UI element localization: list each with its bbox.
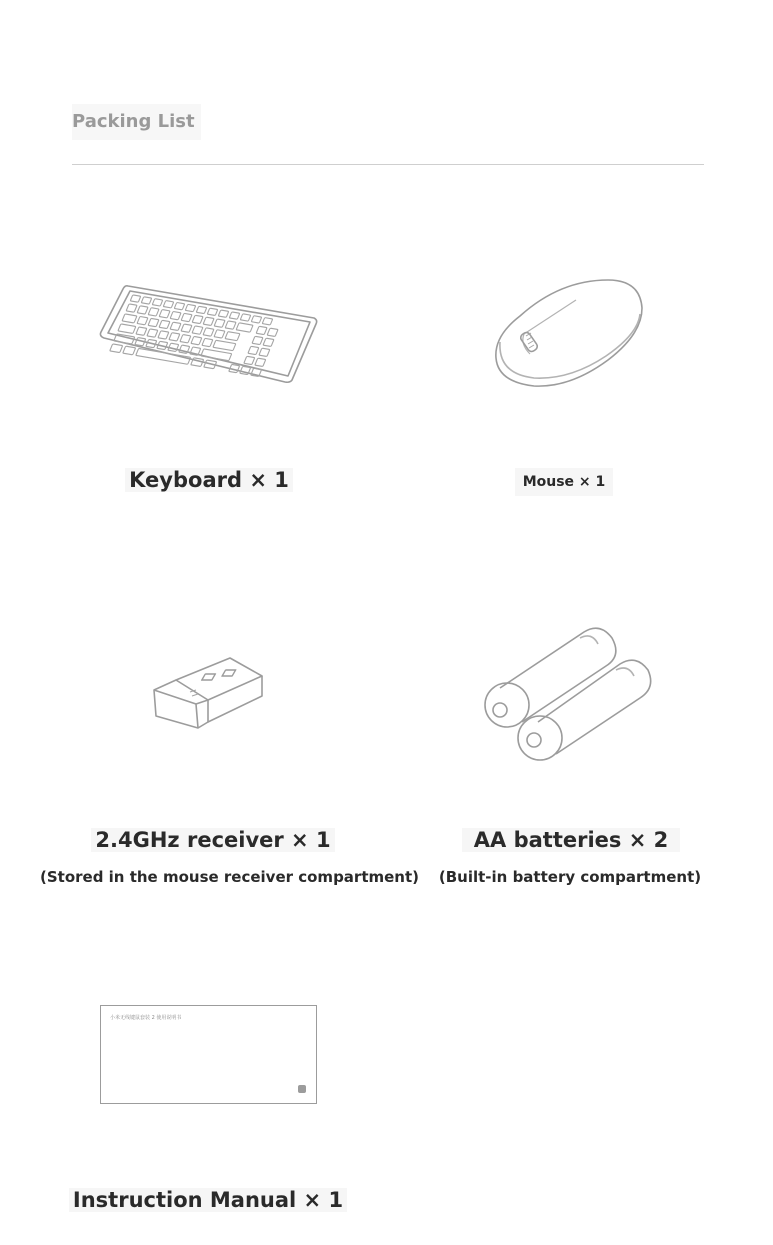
receiver-image [150, 652, 268, 736]
receiver-label [60, 828, 366, 852]
batteries-note [426, 868, 714, 886]
mi-logo-icon [298, 1085, 306, 1093]
mouse-label-text: Mouse × 1 [515, 468, 614, 496]
mouse-label [488, 474, 640, 490]
keyboard-label [96, 468, 322, 492]
packing-list-title: Packing List [72, 104, 201, 140]
batteries-label-text: AA batteries × 2 [462, 828, 680, 852]
receiver-note [40, 868, 419, 886]
receiver-note-text: (Stored in the mouse receiver compartment) [40, 868, 419, 886]
keyboard-image [96, 280, 322, 386]
batteries-image [480, 622, 656, 764]
batteries-note-text: (Built-in battery compartment) [438, 868, 702, 886]
batteries-label [440, 828, 702, 852]
keyboard-label-text: Keyboard × 1 [125, 468, 293, 492]
manual-label-text: Instruction Manual × 1 [69, 1188, 347, 1212]
title-divider [72, 164, 704, 165]
manual-image [100, 1005, 317, 1104]
manual-cover-text: 小米无线键鼠套装 2 使用说明书 [110, 1015, 182, 1021]
mouse-image [490, 274, 648, 392]
manual-label [60, 1188, 356, 1212]
receiver-label-text: 2.4GHz receiver × 1 [91, 828, 334, 852]
